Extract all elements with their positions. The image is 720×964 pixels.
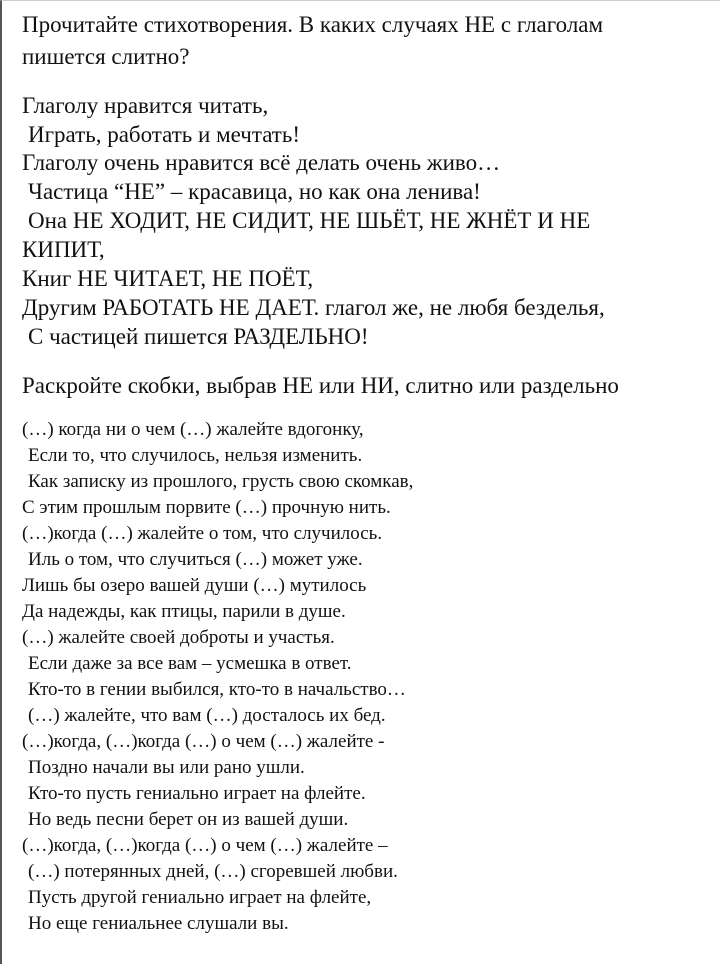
poem2-line: (…) жалейте своей доброты и участья.: [22, 627, 335, 648]
poem2-line: (…) когда ни о чем (…) жалейте вдогонку,: [22, 419, 364, 440]
poem1-line: Книг НЕ ЧИТАЕТ, НЕ ПОЁТ,: [22, 266, 314, 291]
poem2-line: (…) жалейте, что вам (…) досталось их бед.: [28, 705, 386, 726]
poem2-line: Иль о том, что случиться (…) может уже.: [28, 549, 363, 570]
poem1-line: Другим РАБОТАТЬ НЕ ДАЕТ. глагол же, не любя безделья,: [22, 295, 605, 320]
poem1-line: КИПИТ,: [22, 237, 105, 262]
task1-heading-line2: пишется слитно?: [22, 44, 190, 69]
poem2-line: Лишь бы озеро вашей души (…) мутилось: [22, 575, 367, 596]
poem1-line: Частица “НЕ” – красавица, но как она ленива!: [28, 179, 481, 204]
poem1-line: Она НЕ ХОДИТ, НЕ СИДИТ, НЕ ШЬЁТ, НЕ ЖНЁТ И НЕ: [28, 208, 591, 233]
task1-heading-line1: Прочитайте стихотворения. В каких случаях НЕ с глаголам: [22, 12, 604, 37]
poem1-line: С частицей пишется РАЗДЕЛЬНО!: [28, 324, 369, 349]
poem2-line: Если то, что случилось, нельзя изменить.: [28, 445, 363, 466]
poem2-line: Поздно начали вы или рано ушли.: [28, 757, 305, 778]
poem2-line: Пусть другой гениально играет на флейте,: [28, 887, 372, 908]
poem1-line: Глаголу нравится читать,: [22, 93, 269, 118]
poem2-line: Кто-то в гении выбился, кто-то в начальство…: [28, 679, 406, 700]
poem2-line: Как записку из прошлого, грусть свою скомкав,: [28, 471, 414, 492]
poem2-line: (…)когда (…) жалейте о том, что случилось.: [22, 523, 383, 544]
poem2-line: (…)когда, (…)когда (…) о чем (…) жалейте -: [22, 731, 385, 752]
poem2-line: (…)когда, (…)когда (…) о чем (…) жалейте –: [22, 835, 388, 856]
poem2-line: (…) потерянных дней, (…) сгоревшей любви.: [28, 861, 398, 882]
poem2-line: Но еще гениальнее слушали вы.: [28, 913, 289, 934]
poem1-line: Играть, работать и мечтать!: [28, 122, 301, 147]
poem2-line: С этим прошлым порвите (…) прочную нить.: [22, 497, 391, 518]
poem2-line: Но ведь песни берет он из вашей души.: [28, 809, 349, 830]
poem2-line: Если даже за все вам – усмешка в ответ.: [28, 653, 352, 674]
poem2-line: Кто-то пусть гениально играет на флейте.: [28, 783, 366, 804]
task2-heading: Раскройте скобки, выбрав НЕ или НИ, слитно или раздельно: [22, 373, 619, 398]
poem2-line: Да надежды, как птицы, парили в душе.: [22, 601, 346, 622]
poem1-line: Глаголу очень нравится всё делать очень живо…: [22, 150, 501, 175]
